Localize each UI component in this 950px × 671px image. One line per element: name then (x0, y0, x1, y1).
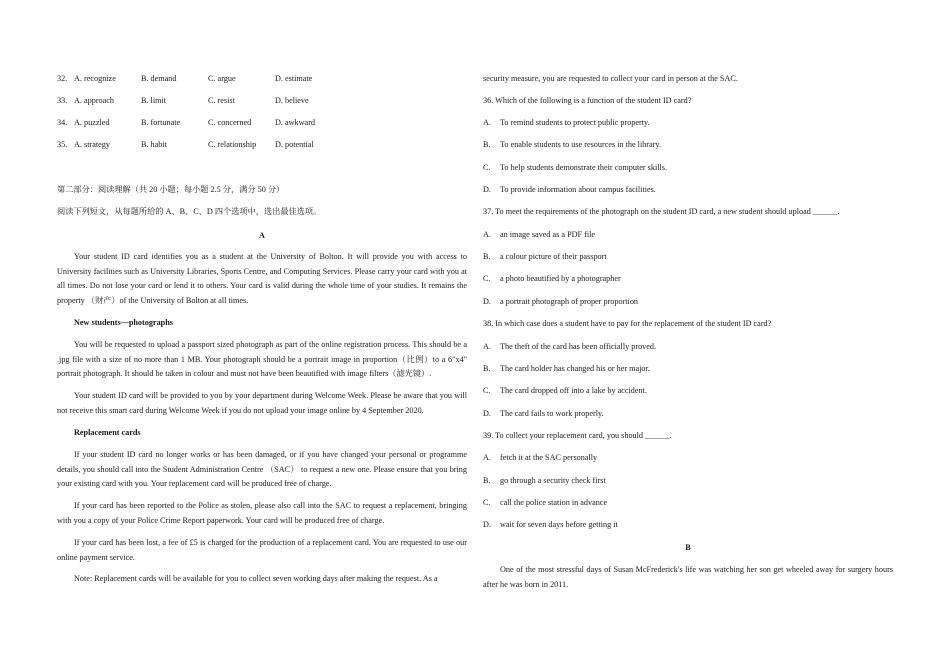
question-37-option-b (483, 252, 893, 263)
option-label: A. (483, 453, 491, 462)
option-row-34 (57, 118, 467, 129)
option-a: A. recognize (74, 74, 116, 83)
option-c: C. concerned (208, 118, 252, 127)
passage-a-paragraph-5: If your card has been reported to the Police as stolen, please also call into the SAC to request a replacement, bringing with you a copy of your Police Crime Report paperwork. Your card will be produced free of charge. (57, 501, 467, 525)
question-39-option-d (483, 520, 893, 531)
passage-a-paragraph-4: If your student ID card no longer works or has been damaged, or if you have changed your personal or programme details, you should call into the Student Administration Centre （SAC） to request a new one. Please ensure that you bring your existing card with you. Your replacement card will be produced free of charge. (57, 450, 467, 488)
option-label: B. (483, 140, 491, 149)
option-b: B. fortunate (141, 118, 181, 127)
question-36-option-b (483, 140, 893, 151)
section-instruction: 阅读下列短文，从每题所给的 A、B、C、D 四个选项中，选出最佳选项。 (57, 207, 322, 216)
question-37-stem: 37. To meet the requirements of the photograph on the student ID card, a new student should upload ______. (483, 207, 840, 216)
option-label: D. (483, 297, 491, 306)
question-number: 33. (57, 96, 68, 105)
option-a: A. approach (74, 96, 115, 105)
question-number: 35. (57, 140, 68, 149)
passage-a-label: A (259, 231, 265, 240)
option-b: B. habit (141, 140, 167, 149)
question-number: 34. (57, 118, 68, 127)
option-c: C. relationship (208, 140, 257, 149)
question-number: 32. (57, 74, 68, 83)
question-36-option-d (483, 185, 893, 196)
question-38-option-b (483, 364, 893, 375)
option-text: To help students demonstrate their computer skills. (500, 163, 668, 172)
question-39-stem: 39. To collect your replacement card, you should ______. (483, 431, 672, 440)
subheading-replacement-cards: Replacement cards (74, 428, 141, 437)
question-37-option-d (483, 297, 893, 308)
option-d: D. believe (275, 96, 309, 105)
passage-a-paragraph-6: If your card has been lost, a fee of £5 is charged for the production of a replacement card. You are requested to use our online payment service. (57, 538, 467, 562)
section-title: 第二部分：阅读理解（共 20 小题；每小题 2.5 分，满分 50 分） (57, 185, 285, 194)
option-text: a colour picture of their passport (500, 252, 607, 261)
option-label: B. (483, 476, 491, 485)
question-38-option-a (483, 342, 893, 353)
option-label: B. (483, 252, 491, 261)
option-row-33 (57, 96, 467, 107)
option-label: D. (483, 409, 491, 418)
option-label: D. (483, 185, 491, 194)
passage-b-label: B (685, 543, 691, 552)
option-text: To provide information about campus facilities. (500, 185, 656, 194)
question-39-option-a (483, 453, 893, 464)
option-text: call the police station in advance (500, 498, 608, 507)
option-text: To remind students to protect public property. (500, 118, 650, 127)
passage-a-paragraph-2: You will be requested to upload a passport sized photograph as part of the online registration process. This should be a .jpg file with a size of no more than 1 MB. Your photograph should be a portrait image in proportion（比例）to a 6"x4" portrait photograph. It should be taken in colour and must not have been beautified with image filters（滤光镜）. (57, 340, 467, 378)
option-a: A. puzzled (74, 118, 110, 127)
passage-a-paragraph-7: Note: Replacement cards will be available for you to collect seven working days after making the request. As a (74, 574, 438, 583)
passage-a-paragraph-3: Your student ID card will be provided to you by your department during Welcome Week. Please be aware that you will not receive this smart card during Welcome Week if you do not upload your image online by 4 September 2020. (57, 391, 467, 415)
option-label: A. (483, 342, 491, 351)
option-label: A. (483, 230, 491, 239)
question-38-option-d (483, 409, 893, 420)
option-a: A. strategy (74, 140, 110, 149)
option-d: D. estimate (275, 74, 313, 83)
question-37-option-c (483, 274, 893, 285)
passage-b-paragraph-1: One of the most stressful days of Susan McFrederick's life was watching her son get wheeled away for surgery hours after he was born in 2011. (483, 565, 893, 589)
option-row-32 (57, 74, 467, 85)
option-c: C. resist (208, 96, 235, 105)
option-b: B. demand (141, 74, 177, 83)
option-text: fetch it at the SAC personally (500, 453, 598, 462)
question-38-stem: 38. In which case does a student have to pay for the replacement of the student ID card? (483, 319, 772, 328)
passage-a-paragraph-1: Your student ID card identifies you as a student at the University of Bolton. It will provide you with access to University facilities such as University Libraries, Sports Centre, and Computing Services. Please carry your card with you at all times. Do not lose your card or lend it to others. Your card is valid during the whole time of your studies. It remains the property （财产）of the University of Bolton at all times. (57, 252, 467, 305)
option-text: The card holder has changed his or her major. (500, 364, 650, 373)
passage-a-paragraph-7-continued: security measure, you are requested to collect your card in person at the SAC. (483, 74, 738, 83)
option-text: go through a security check first (500, 476, 606, 485)
question-36-stem: 36. Which of the following is a function of the student ID card? (483, 96, 692, 105)
subheading-new-students: New students—photographs (74, 318, 173, 327)
question-36-option-a (483, 118, 893, 129)
option-text: wait for seven days before getting it (500, 520, 618, 529)
option-label: C. (483, 386, 491, 395)
question-39-option-c (483, 498, 893, 509)
question-36-option-c (483, 163, 893, 174)
option-d: D. potential (275, 140, 314, 149)
option-text: The theft of the card has been officially proved. (500, 342, 657, 351)
option-label: C. (483, 498, 491, 507)
option-label: C. (483, 274, 491, 283)
option-row-35 (57, 140, 467, 151)
option-label: D. (483, 520, 491, 529)
option-b: B. limit (141, 96, 167, 105)
option-text: a photo beautified by a photographer (500, 274, 621, 283)
option-text: The card fails to work properly. (500, 409, 604, 418)
option-text: The card dropped off into a lake by accident. (500, 386, 647, 395)
question-37-option-a (483, 230, 893, 241)
option-d: D. awkward (275, 118, 316, 127)
option-label: B. (483, 364, 491, 373)
option-text: an image saved as a PDF file (500, 230, 596, 239)
option-c: C. argue (208, 74, 236, 83)
option-text: To enable students to use resources in the library. (500, 140, 662, 149)
question-38-option-c (483, 386, 893, 397)
option-text: a portrait photograph of proper proportion (500, 297, 639, 306)
option-label: C. (483, 163, 491, 172)
option-label: A. (483, 118, 491, 127)
question-39-option-b (483, 476, 893, 487)
